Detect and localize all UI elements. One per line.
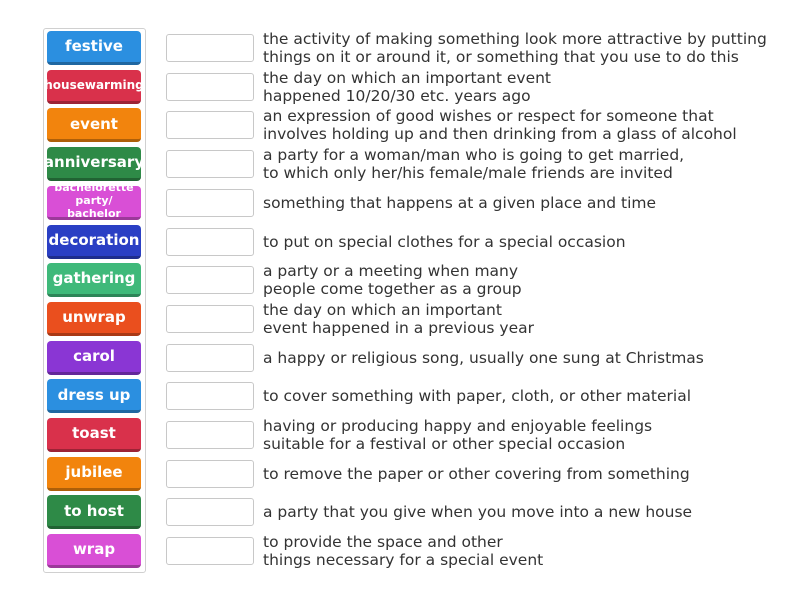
drop-zone[interactable] bbox=[166, 111, 254, 139]
definition-text: a party or a meeting when many people come together as a group bbox=[263, 262, 522, 299]
definition-text: a happy or religious song, usually one sung at Christmas bbox=[263, 348, 704, 367]
definition-text: a party for a woman/man who is going to get married, to which only her/his female/male friends are invited bbox=[263, 146, 685, 183]
drop-zone[interactable] bbox=[166, 228, 254, 256]
tile-gathering[interactable]: gathering bbox=[47, 263, 141, 297]
drop-zone[interactable] bbox=[166, 34, 254, 62]
tile-bachelorette-party-bachelor[interactable]: bachelorette party/ bachelor bbox=[47, 186, 141, 220]
definition-text: to cover something with paper, cloth, or other material bbox=[263, 387, 692, 406]
drop-zone[interactable] bbox=[166, 460, 254, 488]
definition-text: the day on which an important event happened in a previous year bbox=[263, 300, 534, 337]
drop-zone[interactable] bbox=[166, 537, 254, 565]
definition-text: the day on which an important event happened 10/20/30 etc. years ago bbox=[263, 68, 552, 105]
tile-to-host[interactable]: to host bbox=[47, 495, 141, 529]
tile-carol[interactable]: carol bbox=[47, 341, 141, 375]
drop-zone[interactable] bbox=[166, 305, 254, 333]
definition-text: to provide the space and other things necessary for a special event bbox=[263, 533, 544, 570]
drop-zone[interactable] bbox=[166, 344, 254, 372]
tile-wrap[interactable]: wrap bbox=[47, 534, 141, 568]
drop-zone[interactable] bbox=[166, 498, 254, 526]
tile-housewarming[interactable]: housewarming bbox=[47, 70, 141, 104]
drop-zone[interactable] bbox=[166, 73, 254, 101]
definition-text: to put on special clothes for a special occasion bbox=[263, 232, 626, 251]
definition-text: having or producing happy and enjoyable feelings suitable for a festival or other special occasion bbox=[263, 417, 653, 453]
drop-zone[interactable] bbox=[166, 189, 254, 217]
definition-text: to remove the paper or other covering from something bbox=[263, 464, 690, 483]
definition-text: the activity of making something look more attractive by putting things on it or around it, or something that you use to do this bbox=[263, 30, 767, 66]
drop-zone[interactable] bbox=[166, 382, 254, 410]
drop-zone[interactable] bbox=[166, 266, 254, 294]
definition-text: something that happens at a given place and time bbox=[263, 193, 657, 212]
drop-zone[interactable] bbox=[166, 421, 254, 449]
tile-unwrap[interactable]: unwrap bbox=[47, 302, 141, 336]
definition-text: an expression of good wishes or respect for someone that involves holding up and then drinking from a glass of alcohol bbox=[263, 107, 737, 144]
tile-event[interactable]: event bbox=[47, 108, 141, 142]
tile-dress-up[interactable]: dress up bbox=[47, 379, 141, 413]
tile-jubilee[interactable]: jubilee bbox=[47, 457, 141, 491]
tile-toast[interactable]: toast bbox=[47, 418, 141, 452]
definition-text: a party that you give when you move into a new house bbox=[263, 503, 693, 522]
tile-festive[interactable]: festive bbox=[47, 31, 141, 65]
drop-zone[interactable] bbox=[166, 150, 254, 178]
tile-decoration[interactable]: decoration bbox=[47, 225, 141, 259]
tile-anniversary[interactable]: anniversary bbox=[47, 147, 141, 181]
